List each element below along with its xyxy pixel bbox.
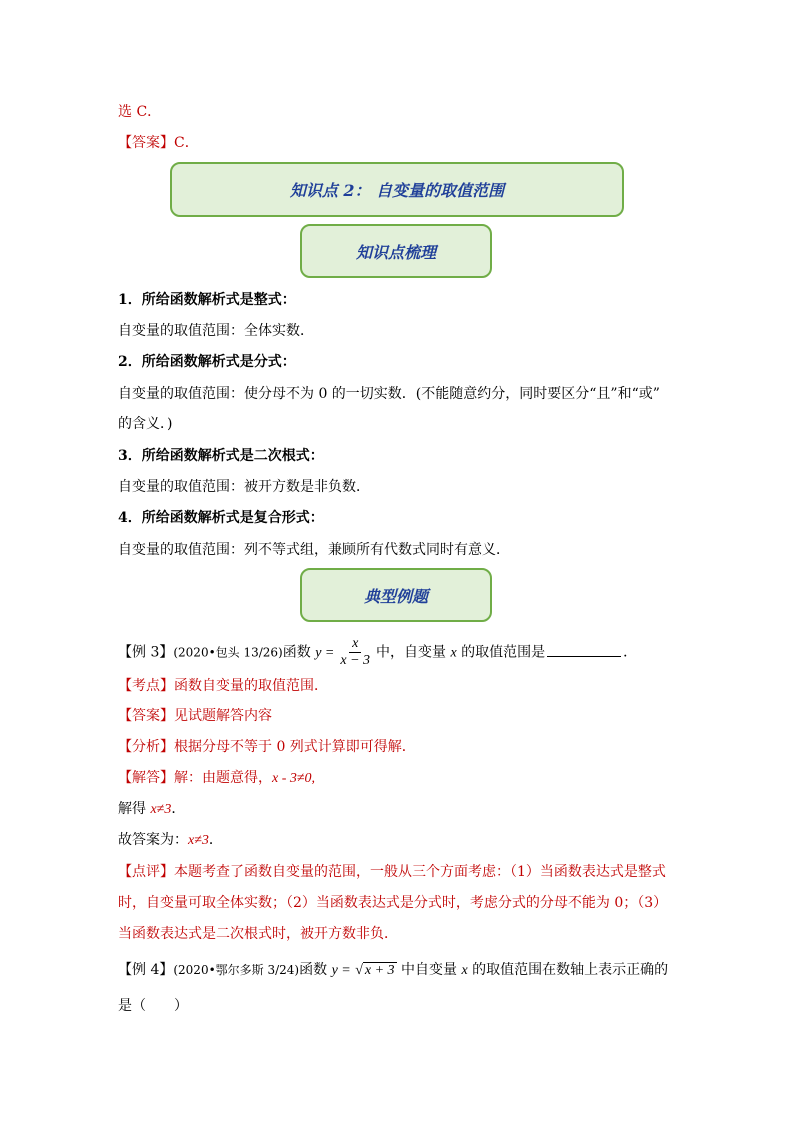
kaodian-tag: 【考点】 — [118, 678, 174, 694]
example-3-tag: 【例 3】 — [118, 644, 174, 661]
examples-box — [300, 568, 492, 622]
section-title: 知识点 2： 自变量的取值范围 — [289, 181, 505, 200]
section-title-box — [170, 162, 624, 217]
example-3-q-pre: 函数 — [282, 644, 311, 661]
example-4-question-line-2: 是（ ） — [118, 998, 188, 1014]
rule-2-body: 自变量的取值范围：使分母不为 0 的一切实数．(不能随意约分，同时要区分“且”和“或” — [118, 386, 660, 402]
solve-2-end: ． — [208, 832, 223, 848]
radicand: x + 3 — [364, 963, 395, 978]
comment-text-1: 本题考查了函数自变量的范围，一般从三个方面考虑：（1）当函数表达式是整式 — [174, 864, 666, 880]
review-box-label: 知识点梳理 — [355, 242, 436, 262]
example-4-question — [118, 960, 668, 981]
example-3-x: x — [450, 645, 457, 661]
example-3-q-end: ． — [623, 644, 638, 661]
example-3-answer-tag: 【答案】 — [118, 708, 174, 724]
review-box — [300, 224, 492, 278]
example-4-q-tail: 的取值范围在数轴上表示正确的 — [472, 962, 669, 978]
solution-tag: 【解答】 — [118, 770, 174, 786]
rule-1-body: 自变量的取值范围：全体实数． — [118, 323, 314, 339]
example-3-answer-text: 见试题解答内容 — [174, 708, 272, 724]
analysis-text: 根据分母不等于 0 列式计算即可得解． — [174, 739, 416, 755]
example-4-sqrt — [355, 961, 396, 981]
example-3-comment-1 — [118, 862, 666, 882]
example-4-source: (2020•鄂尔多斯 3/24) — [173, 963, 300, 977]
comment-tag: 【点评】 — [118, 864, 174, 880]
solve-2-pre: 故答案为： — [118, 832, 188, 848]
example-3-q-tail: 的取值范围是 — [461, 644, 546, 661]
example-3-q-post: 中，自变量 — [376, 644, 447, 661]
example-4-tag: 【例 4】 — [118, 962, 174, 978]
analysis-tag: 【分析】 — [118, 739, 174, 755]
example-4-q-pre: 函数 — [299, 962, 328, 978]
example-3-y-eq: y = — [315, 645, 335, 661]
answer-value: C． — [174, 135, 199, 151]
example-3-answer — [118, 706, 272, 726]
selection-line: 选 C． — [118, 104, 162, 120]
rule-2-body-cont: 的含义．) — [118, 416, 173, 432]
example-3-analysis — [118, 737, 416, 757]
example-4-y-eq: y = — [331, 963, 351, 978]
example-3-kaodian — [118, 676, 328, 696]
solve-2-math: x≠3 — [188, 833, 209, 848]
rule-4-body: 自变量的取值范围：列不等式组，兼顾所有代数式同时有意义． — [118, 542, 510, 558]
rule-2-heading: 2．所给函数解析式是分式： — [118, 354, 296, 370]
solve-1-end: ． — [171, 801, 186, 817]
rule-1-heading: 1．所给函数解析式是整式： — [118, 292, 296, 308]
fraction-denominator: x − 3 — [340, 653, 371, 668]
rule-4-heading: 4．所给函数解析式是复合形式： — [118, 510, 324, 526]
solve-1-pre: 解得 — [118, 801, 151, 817]
example-3-fraction — [337, 636, 373, 669]
example-3-comment-2: 时，自变量可取全体实数；（2）当函数表达式是分式时，考虑分式的分母不能为 0；（3） — [118, 895, 668, 911]
example-4-q-post: 中自变量 — [401, 962, 457, 978]
example-3-solve-line-1 — [118, 799, 185, 820]
answer-tag: 【答案】 — [118, 135, 174, 151]
example-3-solve-line-2 — [118, 830, 223, 851]
rule-3-body: 自变量的取值范围：被开方数是非负数． — [118, 479, 370, 495]
answer-blank — [547, 642, 621, 657]
example-3-question — [118, 636, 637, 669]
rule-3-heading: 3．所给函数解析式是二次根式： — [118, 448, 324, 464]
examples-box-label: 典型例题 — [363, 586, 428, 606]
solution-math: x - 3≠0, — [272, 771, 316, 786]
example-3-source: (2020•包头 13/26) — [173, 645, 283, 660]
kaodian-text: 函数自变量的取值范围． — [174, 678, 328, 694]
fraction-numerator: x — [349, 636, 361, 653]
example-3-solution — [118, 768, 315, 789]
example-3-comment-3: 当函数表达式是二次根式时，被开方数非负． — [118, 926, 398, 942]
solution-text: 解：由题意得， — [174, 770, 272, 786]
solve-1-math: x≠3 — [150, 802, 172, 817]
answer-line — [118, 133, 199, 153]
radical-icon: √ — [355, 963, 363, 978]
example-4-x: x — [461, 963, 468, 978]
